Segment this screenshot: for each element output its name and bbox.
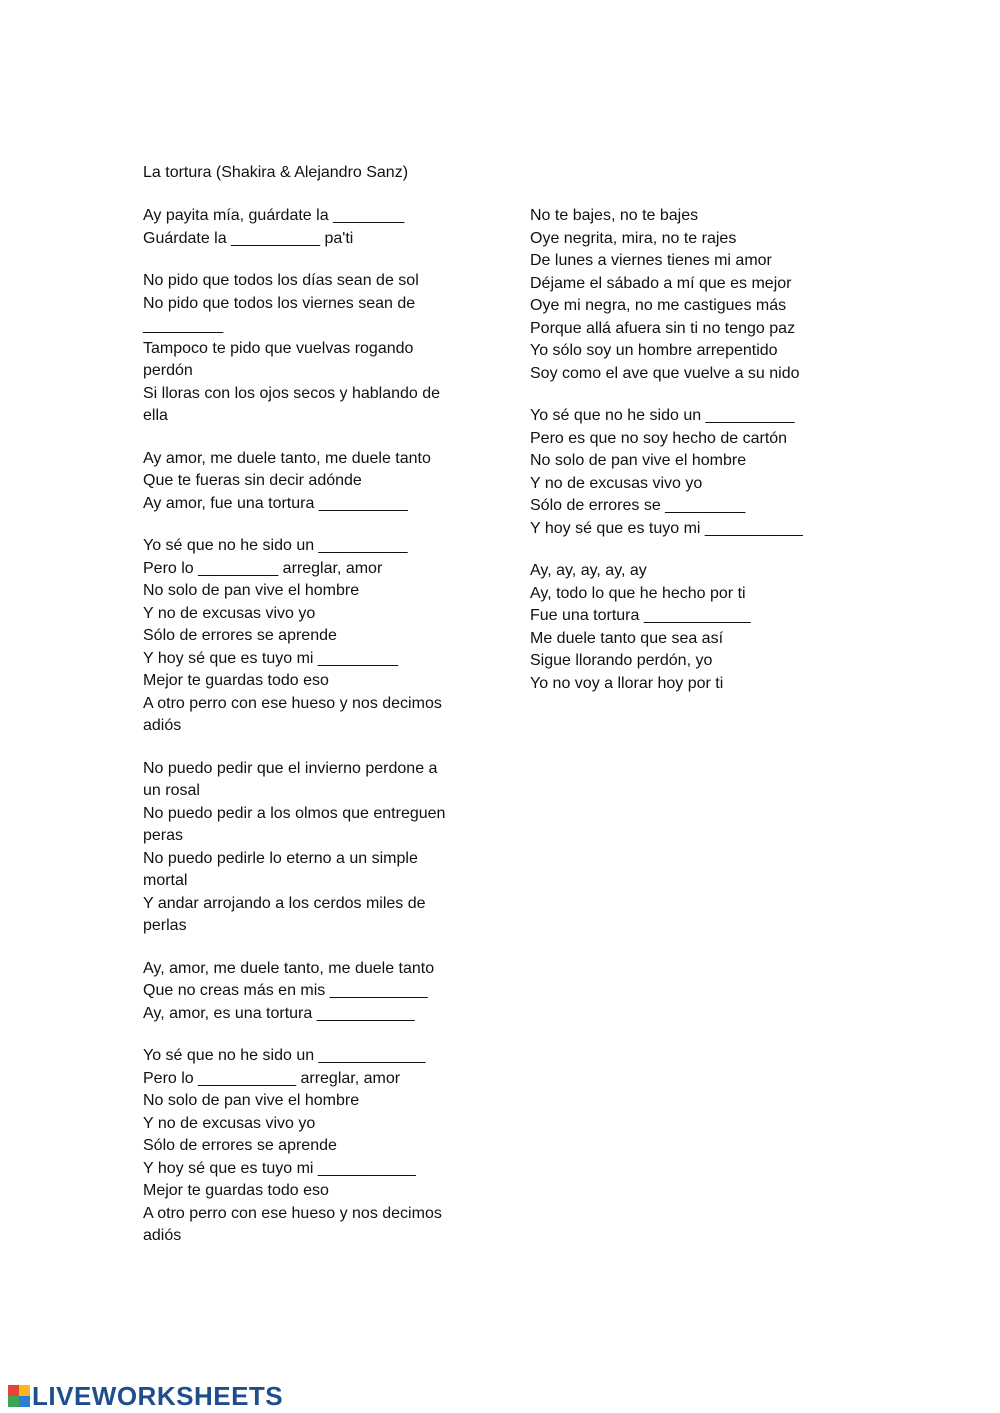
logo-square bbox=[8, 1385, 19, 1396]
lyric-line: Yo sé que no he sido un __________ bbox=[530, 407, 795, 424]
lyric-line: Soy como el ave que vuelve a su nido bbox=[530, 364, 800, 382]
lyric-line: No pido que todos los viernes sean de bbox=[143, 294, 416, 312]
lyric-line: Y hoy sé que es tuyo mi ___________ bbox=[143, 1159, 416, 1177]
lyric-line: Y hoy sé que es tuyo mi _________ bbox=[143, 649, 398, 667]
lyric-line: _________ bbox=[143, 317, 224, 334]
lyrics-stanza bbox=[143, 958, 473, 1026]
lyric-line: Sólo de errores se _________ bbox=[530, 497, 746, 514]
lyric-line: A otro perro con ese hueso y nos decimos bbox=[143, 1204, 442, 1222]
lyric-line: No puedo pedirle lo eterno a un simple bbox=[143, 849, 418, 867]
lyrics-stanza bbox=[143, 535, 473, 738]
lyric-line: Mejor te guardas todo eso bbox=[143, 672, 329, 689]
lyric-line: Ay, todo lo que he hecho por ti bbox=[530, 584, 746, 602]
lyrics-stanza bbox=[530, 560, 860, 695]
lyric-line: mortal bbox=[143, 872, 188, 889]
lyric-line: Yo no voy a llorar hoy por ti bbox=[530, 674, 724, 692]
lyric-line: Sólo de errores se aprende bbox=[143, 1137, 337, 1154]
lyric-line: peras bbox=[143, 827, 184, 844]
logo-text: LIVEWORKSHEETS bbox=[32, 1381, 284, 1411]
lyrics-right-column bbox=[530, 205, 860, 715]
lyrics-stanza bbox=[530, 405, 860, 540]
lyric-line: Yo sólo soy un hombre arrepentido bbox=[530, 342, 778, 359]
lyric-line: Que te fueras sin decir adónde bbox=[143, 472, 362, 489]
lyric-line: Ay, ay, ay, ay, ay bbox=[530, 562, 647, 579]
lyric-line: Guárdate la __________ pa'ti bbox=[143, 229, 354, 247]
lyric-line: Sigue llorando perdón, yo bbox=[530, 652, 713, 669]
lyric-line: adiós bbox=[143, 1227, 182, 1244]
lyric-line: perlas bbox=[143, 917, 187, 934]
lyric-line: Ay, amor, es una tortura ___________ bbox=[143, 1004, 415, 1022]
lyric-line: No te bajes, no te bajes bbox=[530, 207, 699, 224]
lyric-line: No solo de pan vive el hombre bbox=[530, 452, 747, 469]
lyrics-stanza bbox=[143, 270, 473, 428]
logo-square bbox=[19, 1396, 30, 1407]
lyric-line: un rosal bbox=[143, 782, 200, 799]
lyric-line: adiós bbox=[143, 717, 182, 734]
lyric-line: Ay amor, fue una tortura __________ bbox=[143, 494, 408, 512]
logo-square bbox=[19, 1385, 30, 1396]
lyric-line: Yo sé que no he sido un __________ bbox=[143, 537, 408, 554]
lyric-line: Si lloras con los ojos secos y hablando de bbox=[143, 384, 441, 402]
lyric-line: No solo de pan vive el hombre bbox=[143, 582, 360, 599]
lyric-line: No solo de pan vive el hombre bbox=[143, 1092, 360, 1109]
lyric-line: Oye mi negra, no me castigues más bbox=[530, 297, 787, 314]
lyric-line: Me duele tanto que sea así bbox=[530, 629, 724, 647]
lyric-line: No pido que todos los días sean de sol bbox=[143, 272, 419, 289]
lyric-line: Fue una tortura ____________ bbox=[530, 607, 751, 624]
lyric-line: No puedo pedir que el invierno perdone a bbox=[143, 759, 438, 777]
lyric-line: Y hoy sé que es tuyo mi ___________ bbox=[530, 519, 803, 537]
lyric-line: Déjame el sábado a mí que es mejor bbox=[530, 274, 792, 292]
lyric-line: Sólo de errores se aprende bbox=[143, 627, 337, 644]
lyric-line: Y andar arrojando a los cerdos miles de bbox=[143, 894, 426, 912]
logo-square bbox=[8, 1396, 19, 1407]
lyric-line: Ay payita mía, guárdate la ________ bbox=[143, 207, 405, 224]
lyric-line: Pero lo _________ arreglar, amor bbox=[143, 559, 383, 577]
lyric-line: Porque allá afuera sin ti no tengo paz bbox=[530, 319, 796, 337]
lyric-line: ella bbox=[143, 407, 168, 424]
lyric-line: No puedo pedir a los olmos que entreguen bbox=[143, 804, 446, 822]
lyric-line: perdón bbox=[143, 362, 193, 379]
lyric-line: Ay, amor, me duele tanto, me duele tanto bbox=[143, 959, 435, 977]
lyric-line: Oye negrita, mira, no te rajes bbox=[530, 229, 737, 247]
lyric-line: Pero lo ___________ arreglar, amor bbox=[143, 1069, 401, 1087]
lyrics-stanza bbox=[143, 758, 473, 938]
lyric-line: De lunes a viernes tienes mi amor bbox=[530, 252, 772, 269]
lyric-line: Ay amor, me duele tanto, me duele tanto bbox=[143, 449, 431, 467]
lyric-line: Mejor te guardas todo eso bbox=[143, 1182, 329, 1199]
lyrics-stanza bbox=[143, 205, 473, 250]
lyric-line: Yo sé que no he sido un ____________ bbox=[143, 1047, 426, 1064]
lyric-line: Y no de excusas vivo yo bbox=[143, 1114, 316, 1132]
lyrics-left-column bbox=[143, 205, 473, 1268]
lyric-line: Y no de excusas vivo yo bbox=[143, 604, 316, 622]
lyric-line: A otro perro con ese hueso y nos decimos bbox=[143, 694, 442, 712]
lyric-line: Tampoco te pido que vuelvas rogando bbox=[143, 339, 414, 357]
lyrics-stanza bbox=[530, 205, 860, 385]
lyric-line: Pero es que no soy hecho de cartón bbox=[530, 429, 788, 447]
lyrics-stanza bbox=[143, 1045, 473, 1248]
lyric-line: Y no de excusas vivo yo bbox=[530, 474, 703, 492]
lyric-line: Que no creas más en mis ___________ bbox=[143, 982, 428, 999]
worksheet-title: La tortura (Shakira & Alejandro Sanz) bbox=[143, 164, 409, 181]
lyrics-stanza bbox=[143, 448, 473, 516]
liveworksheets-logo-icon bbox=[8, 1385, 30, 1407]
liveworksheets-logo bbox=[8, 1382, 283, 1410]
